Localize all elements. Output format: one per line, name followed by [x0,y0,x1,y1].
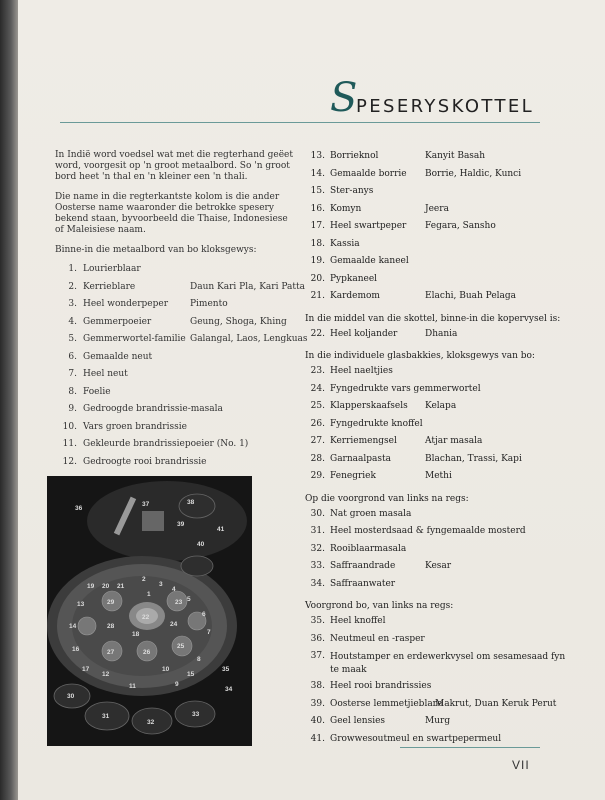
list-item: 30. Nat groen masala [310,508,412,519]
section-heading: In die individuele glasbakkies, kloksgewys van bo: [305,351,535,361]
list-item: 29. Fenegriek Methi [310,471,452,481]
book-binding-shadow [0,0,18,800]
spice-platter-photo [47,476,252,746]
photo-label: 3 [159,581,163,588]
list-item: 24. Fyngedrukte vars gemmerwortel [310,383,481,394]
list-item: 41. Growwesoutmeul en swartpepermeul [310,733,502,744]
list-item: 21. Kardemom Elachi, Buah Pelaga [310,291,517,301]
list-item: 1. Lourierblaar [68,264,141,274]
list-item: 19. Gemaalde kaneel [310,256,409,266]
photo-label: 29 [107,599,115,606]
intro-paragraph-3: Binne-in die metaalbord van bo kloksgewys: [55,245,257,255]
list-item: 13. Borrieknol Kanyit Basah [310,151,486,161]
intro-paragraph-2: Die name in die regterkantste kolom is die ander Oosterse name waaronder die betrokke spesery bekend staan, byvoorbeeld die Thaise, Indonesiese of Maleisiese naam. [55,192,288,235]
photo-label: 6 [202,611,206,618]
photo-label: 41 [217,526,225,533]
list-item: 11. Gekleurde brandrissiepoeier (No. 1) [62,439,249,449]
list-item: 23. Heel naeltjies [310,366,393,376]
list-item: 39. Oosterse lemmetjieblare Makrut, Duan Keruk Perut [310,698,557,709]
list-item: 10. Vars groen brandrissie [62,421,187,432]
photo-label: 30 [67,693,75,700]
title-initial: S [330,75,358,121]
photo-label: 27 [107,649,115,656]
photo-label: 19 [87,583,95,590]
list-item: 26. Fyngedrukte knoffel [310,418,423,429]
intro-text [55,150,295,265]
photo-label: 17 [82,666,90,673]
photo-label: 25 [177,643,185,650]
photo-label: 16 [72,646,80,653]
photo-label: 20 [102,583,110,590]
photo-label: 28 [107,623,115,630]
intro-paragraph-1: In Indië word voedsel wat met die regterhand geëet word, voorgesit op 'n groot metaalbord. So 'n groot bord heet 'n thal en 'n kleiner een 'n thali. [55,150,293,182]
list-item: 35. Heel knoffel [310,616,386,626]
left-spice-list [55,264,308,474]
photo-label: 33 [192,711,200,718]
photo-label: 12 [102,671,110,678]
right-spice-list [305,151,585,751]
list-item: 31. Heel mosterdsaad & fyngemaalde mosterd [310,526,526,536]
section-heading: In die middel van die skottel, binne-in die kopervysel is: [305,313,561,324]
list-item: 14. Gemaalde borrie Borrie, Haldic, Kunci [310,168,522,179]
list-item: 7. Heel neut [68,369,128,379]
section-heading: Voorgrond bo, van links na regs: [305,601,454,611]
list-item: 15. Ster-anys [310,186,374,196]
list-item: 33. Saffraandrade Kesar [310,561,452,571]
list-item: 18. Kassia [310,238,360,249]
photo-label: 7 [207,629,211,636]
list-item: 9. Gedroogde brandrissie-masala [68,404,223,414]
photo-label: 31 [102,713,110,720]
title-rule [60,122,540,123]
photo-illustration [47,476,252,746]
photo-label: 36 [75,505,83,512]
photo-label: 10 [162,666,170,673]
photo-label: 14 [69,623,77,630]
list-item: 25. Klapperskaafsels Kelapa [310,401,457,411]
list-item: 34. Saffraanwater [310,578,396,589]
list-item: 20. Pypkaneel [310,273,378,284]
photo-label: 11 [129,683,136,690]
photo-label: 8 [197,656,201,663]
list-item: 16. Komyn Jeera [310,203,449,214]
photo-label: 24 [170,621,178,628]
photo-label: 40 [197,541,205,548]
list-item: 36. Neutmeul en -rasper [310,633,425,644]
footer-rule [400,747,540,748]
list-item: 3. Heel wonderpeper Pimento [68,299,228,309]
list-item: 28. Garnaalpasta Blachan, Trassi, Kapi [310,453,522,464]
section-heading: Op die voorgrond van links na regs: [305,493,469,504]
list-item: 4. Gemmerpoeier Geung, Shoga, Khing [68,316,287,327]
photo-label: 23 [175,599,183,606]
photo-label: 1 [147,591,151,598]
photo-label: 35 [222,666,230,673]
photo-label: 38 [187,499,195,506]
list-item: 38. Heel rooi brandrissies [310,681,432,691]
list-item: 27. Kerriemengsel Atjar masala [310,436,483,446]
photo-label: 37 [142,501,150,508]
photo-label: 21 [117,583,125,590]
photo-label: 5 [187,596,191,603]
list-item: 8. Foelie [68,386,111,397]
photo-label: 15 [187,671,195,678]
photo-label: 32 [147,719,155,726]
list-item: 12. Gedroogte rooi brandrissie [62,456,207,467]
photo-label: 39 [177,521,185,528]
photo-label: 4 [172,586,176,593]
photo-label: 13 [77,601,85,608]
photo-label: 18 [132,631,140,638]
list-item: 22. Heel koljander Dhania [310,328,458,339]
list-item: 32. Rooiblaarmasala [310,543,407,554]
list-item: 37. Houtstamper en erdewerkvysel om sesamesaad fyn te maak [310,651,566,675]
list-item: 17. Heel swartpeper Fegara, Sansho [310,221,496,231]
title-rest: PESERYSKOTTEL [356,96,535,117]
photo-label: 2 [142,576,146,583]
photo-label: 22 [142,614,150,621]
list-item: 2. Kerrieblare Daun Kari Pla, Kari Patta [68,281,305,292]
photo-label: 34 [225,686,233,693]
photo-label: 9 [175,681,179,688]
list-item: 6. Gemaalde neut [68,351,153,362]
list-item: 40. Geel lensies Murg [310,716,451,726]
list-item: 5. Gemmerwortel-familie Galangal, Laos, Lengkuas [68,334,308,344]
page-number: VII [512,758,530,772]
photo-label: 26 [143,649,151,656]
